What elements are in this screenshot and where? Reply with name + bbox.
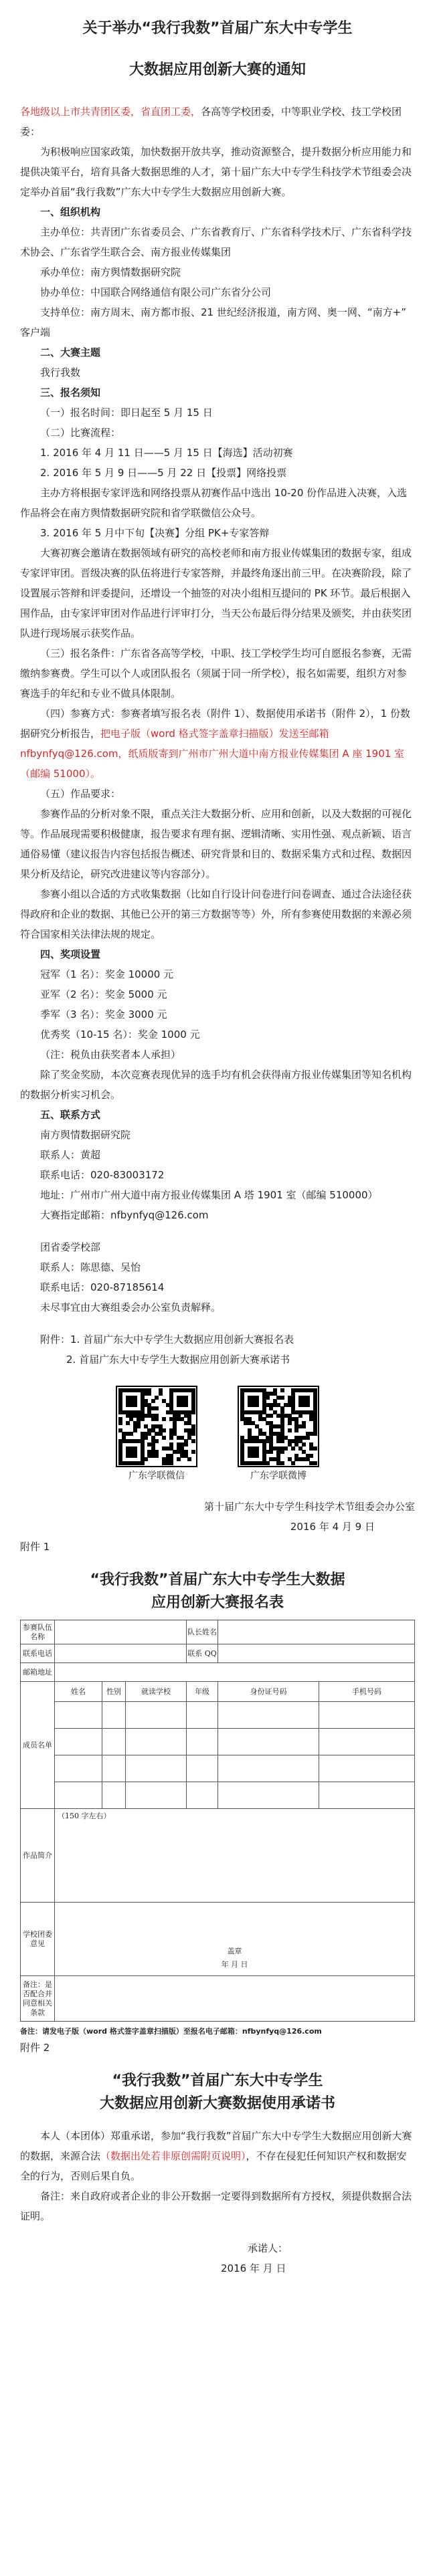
annex-2-label: 附件 2 bbox=[20, 2042, 50, 2054]
qr-module bbox=[162, 1436, 166, 1440]
notice-title-line2: 大数据应用创新大赛的通知 bbox=[128, 62, 306, 78]
signup-time: （一）报名时间：即日起至 5 月 15 日 bbox=[40, 407, 213, 419]
eligibility-text: （三）报名条件：广东省各高等学校，中职、技工学校学生均可自愿报名参赛，无需缴纳参赛费。学生可以个人或团队报名（须属于同一所学校），报名如需要，组织方对参赛选手的年纪和专业不做具体限制。 bbox=[20, 647, 412, 700]
qr-module bbox=[151, 1399, 155, 1403]
annex-1-label: 附件 1 bbox=[20, 1541, 50, 1553]
recipients-rest: 各高等学校团委，中等职业学校、技工学校团委： bbox=[20, 106, 402, 138]
co-organizer-text: 协办单位：中国联合网络通信有限公司广东省分公司 bbox=[40, 286, 272, 298]
intro-cell[interactable] bbox=[55, 1809, 415, 1903]
member-cell[interactable] bbox=[319, 1782, 415, 1809]
member-cell[interactable] bbox=[218, 1755, 319, 1782]
qr-module bbox=[280, 1439, 284, 1443]
qr-module bbox=[169, 1461, 173, 1465]
qr-module bbox=[155, 1417, 159, 1421]
members-label: 成员名单 bbox=[21, 1682, 55, 1809]
qr-module bbox=[155, 1454, 159, 1458]
qr-module bbox=[269, 1450, 273, 1454]
qr-module bbox=[280, 1396, 284, 1400]
qr-code-weibo bbox=[238, 1386, 319, 1467]
member-cell[interactable] bbox=[319, 1702, 415, 1729]
qr-module bbox=[306, 1403, 310, 1407]
signing-org: 第十届广东大中专学生科技学术节组委会办公室 bbox=[203, 1501, 415, 1513]
section-4-heading: 四、奖项设置 bbox=[40, 948, 101, 960]
qr-module bbox=[162, 1428, 166, 1432]
phone-cell[interactable] bbox=[55, 1644, 187, 1663]
signing-date: 2016 年 4 月 9 日 bbox=[290, 1521, 375, 1533]
entry-method-text: （四）参赛方式：参赛者填写报名表（附件 1）、数据使用承诺书（附件 2），1 份数据研究分析报告， bbox=[20, 708, 410, 740]
intro-label: 作品简介 bbox=[21, 1809, 55, 1903]
member-cell[interactable] bbox=[218, 1782, 319, 1809]
qr-module bbox=[137, 1424, 141, 1428]
member-cell[interactable] bbox=[187, 1755, 218, 1782]
qr-module bbox=[255, 1403, 259, 1407]
qr-module bbox=[291, 1461, 295, 1465]
qr-module bbox=[191, 1439, 195, 1443]
requirements-desc-2: 参赛小组以合适的方式收集数据（比如自行设计问卷进行问卷调查、通过合法途径获得政府和企业的数据、其他已公开的第三方数据等等）外，所有参赛使用数据的来源必须符合国家相关法律法规的规定。 bbox=[20, 888, 412, 940]
commitment-text-a: 本人（本团体）郑重承诺，参加“我行我数”首届广东大中专学生大数据应用创新大赛的数据，来源合法 bbox=[20, 2130, 412, 2162]
qr-wechat-label: 广东学联微信 bbox=[128, 1471, 185, 1481]
email-cell[interactable] bbox=[55, 1663, 415, 1682]
qr-module bbox=[280, 1388, 284, 1392]
leader-label: 队长姓名 bbox=[187, 1620, 218, 1644]
qr-module bbox=[269, 1414, 273, 1418]
section-2-heading: 二、大赛主题 bbox=[40, 346, 101, 358]
member-cell[interactable] bbox=[55, 1729, 102, 1755]
tax-note: （注：税负由获奖者本人承担） bbox=[40, 1049, 181, 1061]
recipients bbox=[20, 102, 415, 142]
qr-module bbox=[309, 1454, 313, 1458]
commitment-body bbox=[20, 2126, 415, 2186]
stage-3-desc: 大赛初赛会邀请在数据领域有研究的高校老师和南方报业传媒集团的数据专家，组成专家评审团。晋级决赛的队伍将进行专家答辩，并最终角逐出前三甲。在决赛阶段，除了设置展示答辩和评委提问，还增设一个抽签的对决小组相互提问的 PK 环节。最后根据入围作品，由专家评审团对作品进行评审打分，当天公布最后得分结果及颁奖，并由获奖团队进行现场展示获奖作品。 bbox=[20, 547, 412, 639]
qr-module bbox=[255, 1454, 259, 1458]
team-name-cell[interactable] bbox=[55, 1620, 187, 1644]
qr-module bbox=[266, 1396, 270, 1400]
stage-3: 3. 2016 年 5 月中下旬【决赛】分组 PK+专家答辩 bbox=[40, 527, 270, 539]
form-footnote: 备注：请发电子版（word 格式签字盖章扫描版）至报名电子邮箱：nfbynfyq@126.com bbox=[20, 2027, 322, 2036]
qr-module bbox=[155, 1396, 159, 1400]
qr-module bbox=[313, 1432, 317, 1436]
intro-paragraph: 为积极响应国家政策，加快数据开放共享，推动资源整合，提升数据分析应用能力和提供决策平台，培育具备大数据思维的人才，第十届广东大中专学生科技学术节组委会决定举办首届“我行我数”广东大中专学生大数据应用创新大赛。 bbox=[20, 146, 412, 198]
member-cell[interactable] bbox=[55, 1782, 102, 1809]
qr-module bbox=[133, 1428, 137, 1432]
registration-form bbox=[20, 1620, 415, 2022]
sponsor-text: 主办单位：共青团广东省委员会、广东省教育厅、广东省科学技术厅、广东省科学技术协会、广东省学生联合会、南方报业传媒集团 bbox=[20, 226, 412, 258]
member-cell[interactable] bbox=[126, 1755, 187, 1782]
notice-title-line1: 关于举办“我行我数”首届广东大中专学生 bbox=[82, 20, 353, 37]
member-cell[interactable] bbox=[55, 1702, 102, 1729]
qr-module bbox=[155, 1406, 159, 1410]
qr-module bbox=[162, 1417, 166, 1421]
email-label: 邮箱地址 bbox=[21, 1663, 55, 1682]
annex-2-title-line1: “我行我数”首届广东大中专学生 bbox=[112, 2072, 323, 2089]
qr-module bbox=[184, 1403, 188, 1407]
qr-module bbox=[288, 1421, 292, 1425]
qq-cell[interactable] bbox=[218, 1644, 415, 1663]
requirements-desc: 参赛作品的分析对象不限，重点关注大数据分析、应用和创新，以及大数据的可视化等。作品展现需要积极健康，报告要求有理有据、逻辑清晰、实用性强、观点新颖、语言通俗易懂（建议报告内容包括报告概述、研究背景和目的、数据采集方式和过程、数据因果分析及结论，研究改进建议等内容部分）。 bbox=[20, 808, 412, 880]
qr-codes bbox=[20, 1386, 415, 1485]
school-opinion-cell[interactable] bbox=[55, 1903, 415, 1976]
member-cell[interactable] bbox=[319, 1729, 415, 1755]
qr-module bbox=[191, 1410, 195, 1414]
member-cell[interactable] bbox=[126, 1782, 187, 1809]
qr-module bbox=[155, 1439, 159, 1443]
col-school: 就读学校 bbox=[126, 1682, 187, 1702]
qr-module bbox=[118, 1421, 122, 1425]
qr-module bbox=[133, 1454, 137, 1458]
qr-module bbox=[191, 1450, 195, 1454]
member-cell[interactable] bbox=[102, 1702, 126, 1729]
qr-module bbox=[184, 1442, 188, 1446]
qr-module bbox=[284, 1446, 288, 1451]
member-cell[interactable] bbox=[102, 1755, 126, 1782]
attachment-label: 附件： bbox=[40, 1333, 71, 1346]
stage-2: 2. 2016 年 5 月 9 日——5 月 22 日【投票】网络投票 bbox=[40, 467, 287, 479]
qr-module bbox=[313, 1461, 317, 1465]
annex-1-title-line1: “我行我数”首届广东大中专学生大数据 bbox=[90, 1572, 345, 1588]
annex-2-title-line2: 大数据应用创新大赛数据使用承诺书 bbox=[99, 2095, 335, 2112]
member-cell[interactable] bbox=[218, 1702, 319, 1729]
requirements-heading: （五）作品要求： bbox=[40, 788, 121, 800]
qr-module bbox=[298, 1414, 302, 1418]
col-gender: 性别 bbox=[102, 1682, 126, 1702]
qr-module bbox=[306, 1436, 310, 1440]
qr-module bbox=[159, 1392, 163, 1396]
prize-3: 季军（3 名）：奖金 3000 元 bbox=[40, 1008, 167, 1021]
prize-2: 亚军（2 名）：奖金 5000 元 bbox=[40, 988, 167, 1000]
contact-person: 联系人：黄超 bbox=[40, 1149, 101, 1161]
member-cell[interactable] bbox=[187, 1702, 218, 1729]
section-3-heading: 三、报名须知 bbox=[40, 387, 101, 399]
member-cell[interactable] bbox=[55, 1755, 102, 1782]
team-name-label: 参赛队伍名称 bbox=[21, 1620, 55, 1644]
notice-page bbox=[0, 17, 435, 2576]
qr-module bbox=[144, 1436, 148, 1440]
qr-weibo-block bbox=[238, 1386, 319, 1485]
qr-module bbox=[177, 1457, 181, 1461]
attachment-1-text: 1. 首届广东大中专学生大数据应用创新大赛报名表 bbox=[70, 1333, 294, 1346]
stamp-label: 盖章 bbox=[227, 1947, 242, 1955]
qr-code-wechat bbox=[116, 1386, 197, 1467]
qr-module bbox=[302, 1442, 306, 1446]
stage-2-desc: 主办方将根据专家评选和网络投票从初赛作品中选出 10-20 份作品进入决赛，入选作品将会在南方舆情数据研究院和省学联微信公众号。 bbox=[20, 487, 408, 519]
stamp-date: 年 月 日 bbox=[221, 1960, 248, 1969]
qr-module bbox=[187, 1457, 191, 1461]
prize-1: 冠军（1 名）：奖金 10000 元 bbox=[40, 968, 174, 980]
theme-text: 我行我数 bbox=[40, 366, 81, 379]
school-opinion-label: 学校团委意见 bbox=[21, 1903, 55, 1976]
league-contact: 联系人：陈思德、吴怡 bbox=[40, 1261, 141, 1273]
qr-module bbox=[280, 1450, 284, 1454]
member-cell[interactable] bbox=[319, 1755, 415, 1782]
phone-label: 联系电话 bbox=[21, 1644, 55, 1663]
commitment-remark: 备注：来自政府或者企业的非公开数据一定要得到数据所有方授权，须提供数据合法证明。 bbox=[20, 2190, 412, 2222]
qr-module bbox=[291, 1446, 295, 1451]
organizer-text: 承办单位：南方舆情数据研究院 bbox=[40, 266, 181, 278]
section-5-heading: 五、联系方式 bbox=[40, 1109, 101, 1121]
qr-module bbox=[191, 1432, 195, 1436]
qr-module bbox=[144, 1457, 148, 1461]
member-cell[interactable] bbox=[126, 1702, 187, 1729]
league-note: 未尽事宜由大赛组委会办公室负责解释。 bbox=[40, 1301, 222, 1313]
contact-email: 大赛指定邮箱：nfbynfyq@126.com bbox=[40, 1209, 209, 1221]
internship-note: 除了奖金奖励，本次竞赛表现优异的选手均有机会获得南方报业传媒集团等知名机构的数据分析实习机会。 bbox=[20, 1069, 412, 1101]
qr-module bbox=[147, 1392, 151, 1396]
contact-address: 地址：广州市广州大道中南方报业传媒集团 A 塔 1901 室（邮编 510000） bbox=[40, 1189, 378, 1201]
qr-module bbox=[169, 1436, 173, 1440]
support-text: 支持单位：南方周末、南方都市报、21 世纪经济报道，南方网、奥一网、“南方+” 客户端 bbox=[20, 306, 406, 338]
member-cell[interactable] bbox=[218, 1729, 319, 1755]
notes-cell[interactable] bbox=[55, 1976, 415, 2022]
entry-method bbox=[20, 704, 415, 784]
qr-module bbox=[280, 1461, 284, 1465]
commitment-red: （数据出处若非原创需附页说明） bbox=[100, 2150, 246, 2162]
col-id-number: 身份证号码 bbox=[218, 1682, 319, 1702]
league-phone: 联系电话：020-87185614 bbox=[40, 1281, 165, 1293]
attachment-1 bbox=[20, 1329, 415, 1350]
qr-module bbox=[129, 1432, 133, 1436]
qr-weibo-label: 广东学联微博 bbox=[250, 1471, 307, 1481]
commitment-text-b: ，不存在侵犯任何知识产权和数据安全的行为，否则后果自负。 bbox=[20, 2150, 407, 2182]
qr-module bbox=[294, 1428, 298, 1432]
qr-module bbox=[133, 1403, 137, 1407]
commitment-date: 2016 年 月 日 bbox=[221, 2262, 286, 2274]
entry-method-red: 把电子版（word 格式签字盖章扫描版）发送至邮箱 nfbynfyq@126.com，纸质版寄到广州市广州大道中南方报业传媒集团 A 座 1901 室（邮编 51000）。 bbox=[20, 728, 405, 780]
league-org: 团省委学校部 bbox=[40, 1241, 101, 1253]
attachment-2: 2. 首届广东大中专学生大数据应用创新大赛承诺书 bbox=[66, 1354, 290, 1366]
member-cell[interactable] bbox=[102, 1782, 126, 1809]
member-cell[interactable] bbox=[126, 1729, 187, 1755]
contact-phone: 联系电话：020-83003172 bbox=[40, 1169, 165, 1181]
col-mobile: 手机号码 bbox=[319, 1682, 415, 1702]
annex-1-title-line2: 应用创新大赛报名表 bbox=[151, 1594, 284, 1611]
member-cell[interactable] bbox=[187, 1782, 218, 1809]
member-cell[interactable] bbox=[102, 1729, 126, 1755]
qr-module bbox=[313, 1446, 317, 1451]
prize-4: 优秀奖（10-15 名）：奖金 1000 元 bbox=[40, 1029, 200, 1041]
qr-module bbox=[141, 1417, 145, 1421]
leader-cell[interactable] bbox=[218, 1620, 415, 1644]
qr-module bbox=[126, 1421, 130, 1425]
contact-org: 南方舆情数据研究院 bbox=[40, 1129, 131, 1141]
commitment-signer: 承诺人： bbox=[248, 2242, 288, 2254]
stage-1: 1. 2016 年 4 月 11 日——5 月 15 日【海选】活动初赛 bbox=[40, 447, 293, 459]
qr-wechat-block bbox=[116, 1386, 197, 1485]
col-grade: 年级 bbox=[187, 1682, 218, 1702]
qr-module bbox=[141, 1461, 145, 1465]
qr-module bbox=[266, 1461, 270, 1465]
qq-label: 联系 QQ bbox=[187, 1644, 218, 1663]
intro-hint: （150 字左右） bbox=[58, 1812, 111, 1820]
notes-label: 备注：是否配合并同意相关条款 bbox=[21, 1976, 55, 2022]
qr-module bbox=[288, 1428, 292, 1432]
recipients-red: 各地级以上市共青团区委，省直团工委， bbox=[20, 106, 201, 118]
col-name: 姓名 bbox=[55, 1682, 102, 1702]
section-1-heading: 一、组织机构 bbox=[40, 206, 101, 218]
member-cell[interactable] bbox=[187, 1729, 218, 1755]
process-heading: （二）比赛流程： bbox=[40, 427, 121, 439]
qr-module bbox=[302, 1424, 306, 1428]
